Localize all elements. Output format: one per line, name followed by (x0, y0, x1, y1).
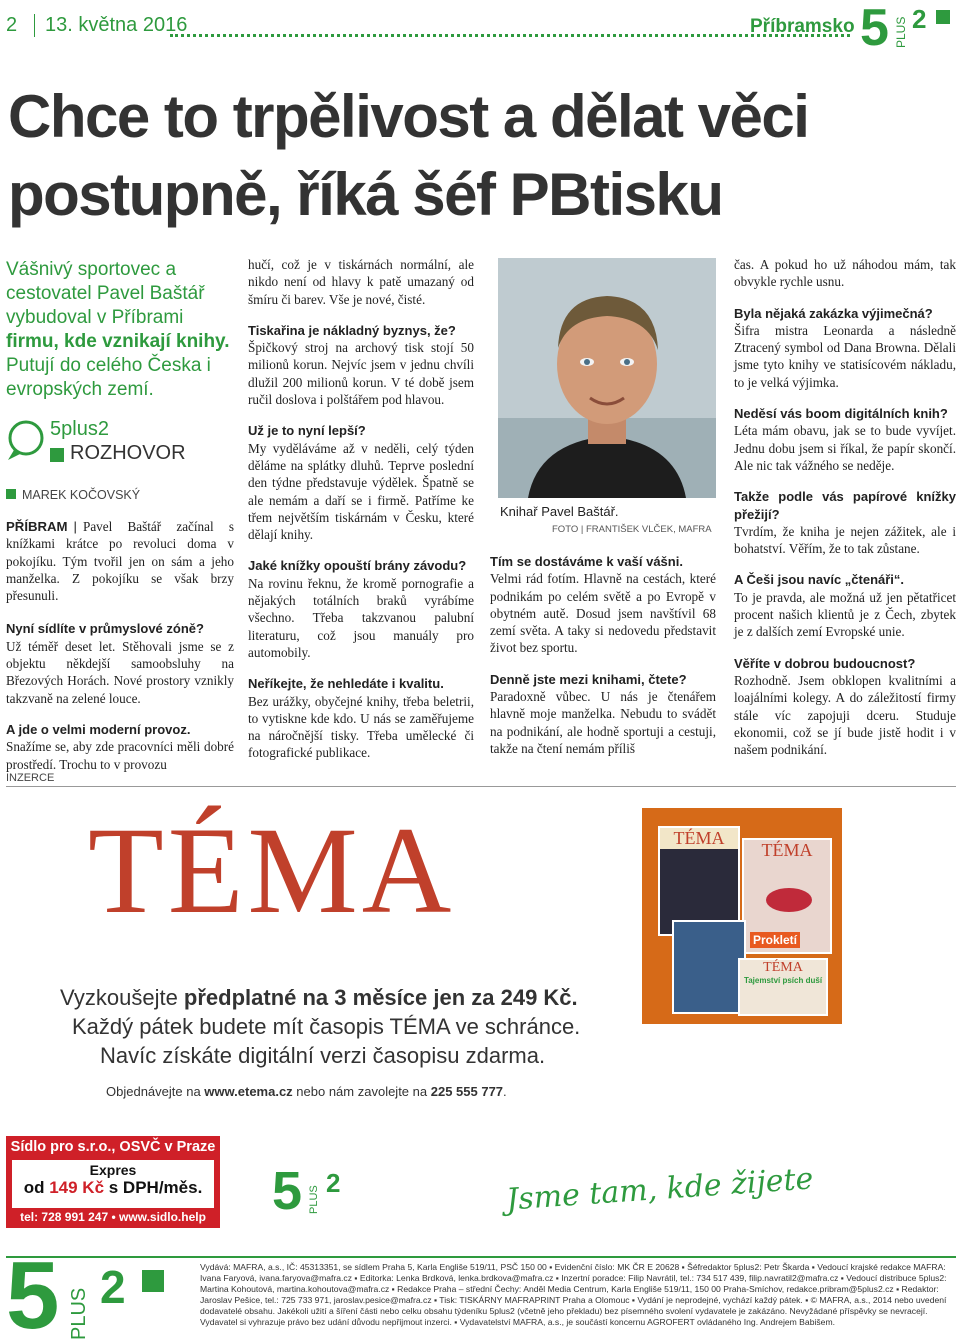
article-column-4 (734, 256, 956, 758)
issue-date: 13. května 2016 (34, 14, 187, 37)
advertisement-divider (6, 786, 956, 787)
middle-logo-plus: PLUS (308, 1185, 320, 1214)
lead-text-bold: firmu, kde vznikají knihy. (6, 331, 230, 352)
sidlo-contact[interactable]: tel: 728 991 247 • www.sidlo.help (20, 1210, 206, 1224)
answer-9: Šifra mistra Leonarda a následně Ztracený symbol od Dana Browna. Dělali jsme tyto knihy ve statisícovém nákladu, to je velká výjimka. (734, 322, 956, 390)
author-byline (6, 488, 140, 502)
column-4-continuation: čas. A pokud ho už náhodou mám, tak obvykle rychle usnu. (734, 257, 956, 290)
question-3: Tiskařina je nákladný byznys, že? (248, 322, 456, 338)
column-2-continuation: hučí, což je v tiskárnách normální, ale nikdo není od hlavy k patě umazaný od šmíru či barev. Vše je nové, čisté. (248, 257, 474, 307)
advertisement-label: INZERCE (6, 772, 55, 784)
footer-logo-number: 5 (6, 1242, 60, 1344)
answer-1: Už téměř deset let. Stěhovali jsme se z objektu někdejší samoobsluhy na Březových Horách. Nové prostory vznikly takzvaně na zelené louce. (6, 638, 234, 706)
question-1: Nyní sídlíte v průmyslové zóně? (6, 621, 204, 637)
photo-credit: FOTO | FRANTIŠEK VLČEK, MAFRA (552, 524, 712, 535)
photo-caption: Knihař Pavel Baštář. (500, 504, 619, 519)
middle-logo-two: 2 (326, 1168, 341, 1198)
answer-6: Bez urážky, obyčejné knihy, třeba beletrii, to vytiskne kde kdo. U nás se zaměřujeme na náročnější tisky. Třeba umělecké či fotografické publikace. (248, 693, 474, 761)
article-column-1: PŘÍBRAM | Pavel Baštář začínal s knížkami krátce po revoluci doma v pokojíku. Tým tvořil jen on sám a jeho manželka. Z pokojíku se však brzy přesunuli. Nyní sídlíte v průmyslové zóně? Už téměř deset let. Stěhovali jsme se z objektu někdejší samoobsluhy na Březových Horách. Nové prostory vznikly takzvaně na zelené louce. A jde o velmi moderní provoz. Snažíme se, aby zde pracovníci měli dobré prostředí. Trochu to v provozu (6, 519, 234, 772)
question-8: Denně jste mezi knihami, čtete? (490, 671, 687, 687)
headline-line-2: postupně, říká šéf PBtisku (8, 161, 723, 228)
sidlo-title: Sídlo pro s.r.o., OSVČ v Praze (10, 1139, 216, 1155)
logo-two: 2 (912, 4, 927, 34)
answer-13: Rozhodně. Jsem obklopen kvalitními a loajálními kolegy. A do záležitostí firmy stále víc zapojuji dceru. Studuje ekonomii, což se jí bude jistě hodit i v našem podnikání. (734, 672, 956, 758)
magazine-display-box (642, 808, 842, 1024)
section-name: Příbramsko (750, 16, 855, 37)
footer-logo-two: 2 (100, 1261, 126, 1313)
logo-number: 5 (860, 0, 889, 57)
answer-8: Paradoxně vůbec. U nás je čtenářem hlavně moje manželka. Nebudu to svádět na podnikání, ale hodně sportuji a cestuji, takže na čtení nemám příliš (490, 689, 716, 756)
answer-2: Snažíme se, aby zde pracovníci měli dobré prostředí. Trochu to v provozu (6, 739, 234, 772)
lead-text-1: Vášnivý sportovec a cestovatel Pavel Baštář vybudoval v Příbrami (6, 259, 205, 328)
author-square-icon (6, 489, 16, 499)
question-4: Už je to nyní lepší? (248, 423, 366, 439)
question-5: Jaké knížky opouští brány závodu? (248, 558, 467, 574)
ad-order-phone[interactable]: 225 555 777 (430, 1084, 504, 1099)
magazine-cover-4 (738, 958, 828, 1016)
answer-10: Léta mám obavu, jak se to bude vyvíjet. Jednu dobu jsem si říkal, že papír skončí. Ale nic tak vážného se neděje. (734, 423, 956, 473)
footer-logo-square (142, 1270, 164, 1292)
logo-square (936, 10, 950, 24)
footer-logo-plus: PLUS (68, 1287, 90, 1340)
logo-plus: PLUS (894, 16, 908, 48)
sidlo-price (12, 1178, 214, 1198)
question-10: Neděsí vás boom digitálních knih? (734, 406, 948, 422)
interview-brand: 5plus2 (50, 418, 109, 440)
page-number: 2 (6, 14, 18, 36)
lead-text-2: Putují do celého Česka i evropských zemí. (6, 355, 211, 400)
sidlo-price-prefix: od (23, 1178, 50, 1197)
answer-5: Na rovinu řeknu, že kromě pornografie a nějakých totálních braků vyrábíme všechno. Třeba takzvanou palubní literaturu, což jsou manuály pro automobily. (248, 575, 474, 660)
cover-headline-prokleti: Prokletí (750, 932, 800, 948)
question-11: Takže podle vás papírové knížky přežijí? (734, 489, 956, 522)
dateline: PŘÍBRAM (6, 519, 68, 534)
cover-lips-graphic (766, 888, 812, 912)
question-9: Byla nějaká zakázka výjimečná? (734, 305, 933, 321)
ad-offer-line-1 (60, 985, 578, 1011)
magazine-cover-2 (742, 838, 832, 954)
magazine-cover-4-masthead: TÉMA (763, 960, 803, 975)
headline-line-1: Chce to trpělivost a dělat věci (8, 83, 809, 150)
lead-paragraph (6, 258, 234, 402)
article-column-2 (248, 256, 474, 762)
answer-3: Špičkový stroj na archový tisk stojí 50 milionů korun. Nejvíc jsem v jednu chvíli dlužil 200 milionů korun. V té době jsem ručil doslova i polštářem pod hlavou. (248, 340, 474, 408)
magazine-cover-1-masthead: TÉMA (660, 828, 738, 849)
article-column-3 (490, 553, 716, 757)
question-2: A jde o velmi moderní provoz. (6, 721, 191, 737)
tema-brand-wordmark: TÉMA (88, 802, 456, 939)
header-dotted-rule (170, 34, 850, 37)
cover-headline-psi: Tajemství psích duší (743, 976, 823, 985)
sidlo-price-suffix: s DPH/měs. (104, 1178, 203, 1197)
ad-offer-bold: předplatné na 3 měsíce jen za 249 Kč. (183, 985, 578, 1010)
answer-4: My vyděláváme až v neděli, celý týden děláme na splátky dluhů. Teprve poslední den týdne představuje výdělek. Špatně se ale nemám a daří se i firmě. Patříme ke třem největším tiskárnám v Česku, které dělají knihy. (248, 440, 474, 543)
ad-order-text-1: Objednávejte na (106, 1084, 205, 1099)
interview-badge (6, 412, 234, 472)
question-6: Neříkejte, že nehledáte i kvalitu. (248, 676, 444, 692)
magazine-cover-3 (672, 920, 746, 1014)
middle-logo-number: 5 (272, 1161, 303, 1221)
ad-order-website[interactable]: www.etema.cz (204, 1084, 293, 1099)
question-13: Věříte v dobrou budoucnost? (734, 655, 916, 671)
interview-label: ROZHOVOR (70, 442, 186, 464)
ad-offer-line-2: Každý pátek budete mít časopis TÉMA ve schránce. (72, 1014, 581, 1039)
magazine-cover-2-masthead: TÉMA (761, 840, 813, 860)
article-intro: Pavel Baštář začínal s knížkami krátce po revoluci doma v pokojíku. Tým tvořil jen on sám a jeho manželka. Z pokojíku se však brzy přesunuli. (6, 519, 234, 604)
sidlo-price-value: 149 Kč (49, 1178, 105, 1197)
header-logo (860, 0, 956, 57)
ad-offer-lead: Vyzkoušejte (60, 985, 184, 1010)
interview-square-icon (50, 448, 64, 462)
portrait-illustration (498, 258, 716, 498)
sidlo-expres: Expres (89, 1162, 137, 1178)
question-7: Tím se dostáváme k vaší vášni. (490, 554, 683, 569)
slogan: Jsme tam, kde žijete (505, 1161, 815, 1218)
answer-11: Tvrdím, že kniha je nejen zážitek, ale i bohatství. Věřím, že to tak zůstane. (734, 523, 956, 557)
footer-divider (6, 1256, 956, 1258)
ad-order-info (106, 1084, 507, 1099)
ad-order-text-2: nebo nám zavolejte na (292, 1084, 431, 1099)
question-12: A Češi jsou navíc „čtenáři“. (734, 572, 905, 588)
headline (8, 78, 953, 234)
middle-logo (272, 1161, 352, 1226)
sidlo-price-box (12, 1160, 214, 1208)
answer-12: To je pravda, ale možná už jen pětatřicet procent našich klientů je z Čech, zbytek je z dalších zemí Evropské unie. (734, 589, 956, 640)
footer-logo (6, 1242, 176, 1344)
ad-order-text-3: . (503, 1084, 507, 1099)
ad-offer-line-3: Navíc získáte digitální verzi časopisu zdarma. (100, 1043, 546, 1068)
interview-speech-icon (6, 418, 46, 462)
portrait-photo (498, 258, 716, 498)
author-name: MAREK KOČOVSKÝ (22, 488, 141, 502)
answer-7: Velmi rád fotím. Hlavně na cestách, které podnikám po celém světě a po Evropě v obytném autě. Dosud jsem navštívil 68 zemí světa. A taky si nedovedu představit život bez sportu. (490, 571, 716, 656)
imprint: Vydává: MAFRA, a.s., IČ: 45313351, se sídlem Praha 5, Karla Engliše 519/11, PSČ 150 00 ▪ Evidenční číslo: MK ČR E 20628 ▪ Šéfredaktor 5plus2: Petr Škarda ▪ Vedoucí krajské redakce MAFRA: Ivana Faryová, ivana.faryova@mafra.cz ▪ Editorka: Lenka Brdková, lenka.brdkova@mafra.cz ▪ Inzertní poradce: Filip Navrátil, tel.: 734 517 439, filip.navratil2@mafra.cz ▪ Vedoucí distribuce 5plus2: Martina Kohoutová, martina.kohoutova@mafra.cz ▪ Redakce Praha – střední Čechy: Anděl Media Centrum, Karla Engliše 519/11, 150 00 Praha-Smíchov, redakce.pribram@5plus2.cz ▪ Redaktor: Jaroslav Pešice, tel.: 725 733 971, jaroslav.pesice@mafra.cz ▪ Tisk: TISKÁRNY MAFRAPRINT Praha a Olomouc ▪ Vydání je neprodejné, vychází každý pátek. ▪ © MAFRA, a.s., 2014 nebo uvedení dodavatelé obsahu. Jakékoli užití a šíření části nebo celku obsahu týdeníku 5plus2 (včetně jeho překladu) bez písemného svolení vydavatele je zakázáno. Nevyžádané příspěvky se nevracejí. Vydavatel si vyhrazuje právo bez udání důvodu nepřijmout inzerci. ▪ Vydavatelství MAFRA, a.s., je součástí koncernu AGROFERT ovládaného Ing. Andrejem Babišem. (200, 1262, 947, 1327)
